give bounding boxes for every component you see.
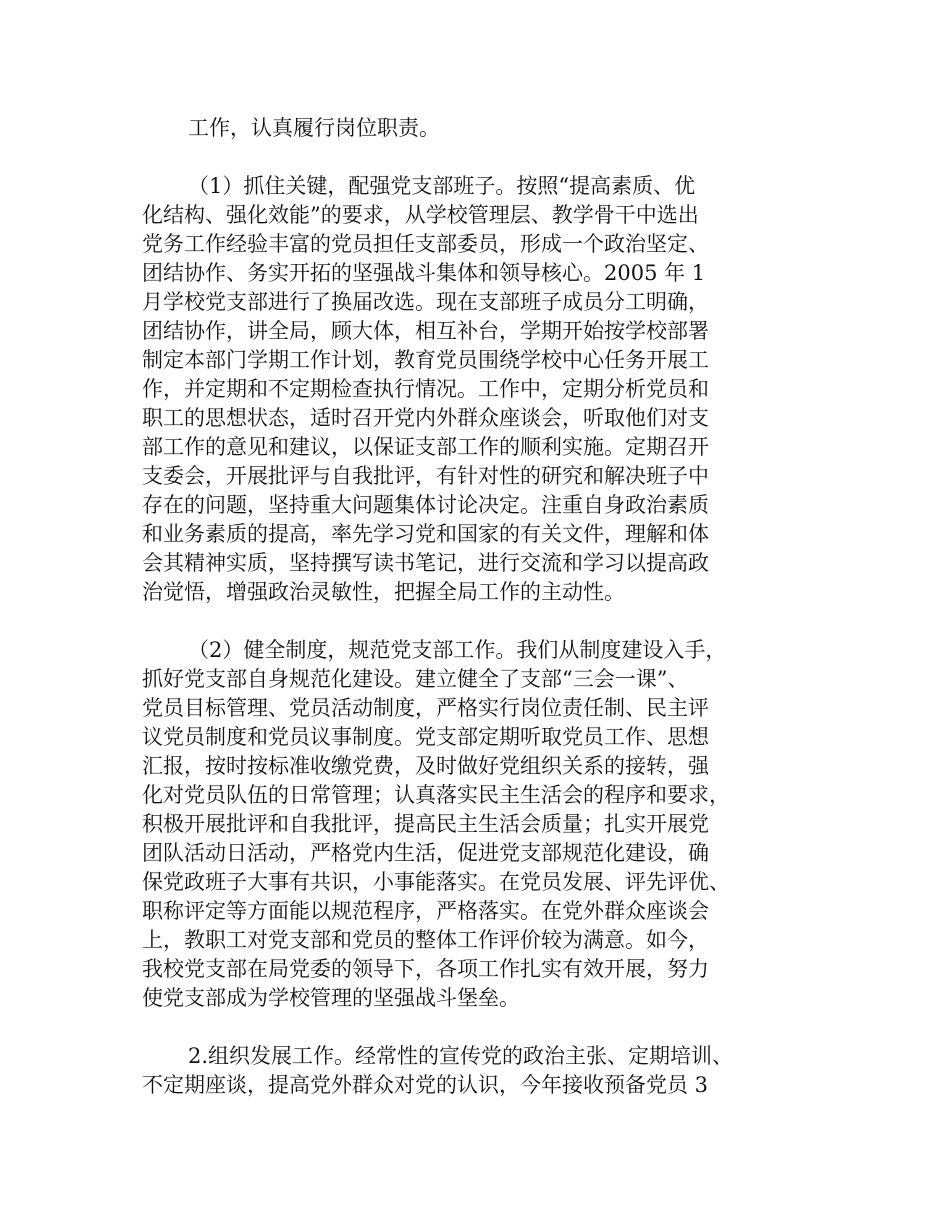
text-line: 部工作的意见和建议，以保证支部工作的顺利实施。定期召开 bbox=[142, 435, 709, 459]
text-line: 工作，认真履行岗位职责。 bbox=[188, 116, 440, 140]
text-line: 议党员制度和党员议事制度。党支部定期听取党员工作、思想 bbox=[142, 725, 709, 749]
text-line: 职称评定等方面能以规范程序，严格落实。在党外群众座谈会 bbox=[142, 899, 709, 923]
text-line: 2.组织发展工作。经常性的宣传党的政治主张、定期培训、 bbox=[188, 1044, 734, 1068]
text-line: 职工的思想状态，适时召开党内外群众座谈会，听取他们对支 bbox=[142, 406, 709, 430]
text-line: 积极开展批评和自我批评，提高民主生活会质量；扎实开展党 bbox=[142, 812, 709, 836]
text-line: （1）抓住关键，配强党支部班子。按照“提高素质、优 bbox=[188, 174, 696, 198]
text-line: 团结协作、务实开拓的坚强战斗集体和领导核心。2005 年 1 bbox=[142, 261, 706, 285]
text-line: 抓好党支部自身规范化建设。建立健全了支部“三会一课”、 bbox=[142, 667, 689, 691]
text-line: 我校党支部在局党委的领导下，各项工作扎实有效开展，努力 bbox=[142, 957, 709, 981]
text-line: 使党支部成为学校管理的坚强战斗堡垒。 bbox=[142, 986, 520, 1010]
text-line: 团队活动日活动，严格党内生活，促进党支部规范化建设，确 bbox=[142, 841, 709, 865]
text-line: 上，教职工对党支部和党员的整体工作评价较为满意。如今， bbox=[142, 928, 709, 952]
text-line: （2）健全制度，规范党支部工作。我们从制度建设入手， bbox=[188, 638, 727, 662]
text-line: 化对党员队伍的日常管理；认真落实民主生活会的程序和要求， bbox=[142, 783, 730, 807]
text-line: 汇报，按时按标准收缴党费，及时做好党组织关系的接转，强 bbox=[142, 754, 709, 778]
text-line: 化结构、强化效能”的要求，从学校管理层、教学骨干中选出 bbox=[142, 203, 699, 227]
text-line: 不定期座谈，提高党外群众对党的认识，今年接收预备党员 3 bbox=[142, 1073, 709, 1097]
text-line: 党员目标管理、党员活动制度，严格实行岗位责任制、民主评 bbox=[142, 696, 709, 720]
text-line: 作，并定期和不定期检查执行情况。工作中，定期分析党员和 bbox=[142, 377, 709, 401]
text-line: 党务工作经验丰富的党员担任支部委员，形成一个政治坚定、 bbox=[142, 232, 709, 256]
text-line: 和业务素质的提高，率先学习党和国家的有关文件，理解和体 bbox=[142, 522, 709, 546]
text-line: 团结协作，讲全局，顾大体，相互补台，学期开始按学校部署 bbox=[142, 319, 709, 343]
text-line: 存在的问题，坚持重大问题集体讨论决定。注重自身政治素质 bbox=[142, 493, 709, 517]
text-line: 治觉悟，增强政治灵敏性，把握全局工作的主动性。 bbox=[142, 580, 625, 604]
text-line: 制定本部门学期工作计划，教育党员围绕学校中心任务开展工 bbox=[142, 348, 709, 372]
text-line: 会其精神实质，坚持撰写读书笔记，进行交流和学习以提高政 bbox=[142, 551, 709, 575]
text-line: 保党政班子大事有共识，小事能落实。在党员发展、评先评优、 bbox=[142, 870, 730, 894]
text-line: 支委会，开展批评与自我批评，有针对性的研究和解决班子中 bbox=[142, 464, 709, 488]
text-line: 月学校党支部进行了换届改选。现在支部班子成员分工明确， bbox=[142, 290, 709, 314]
